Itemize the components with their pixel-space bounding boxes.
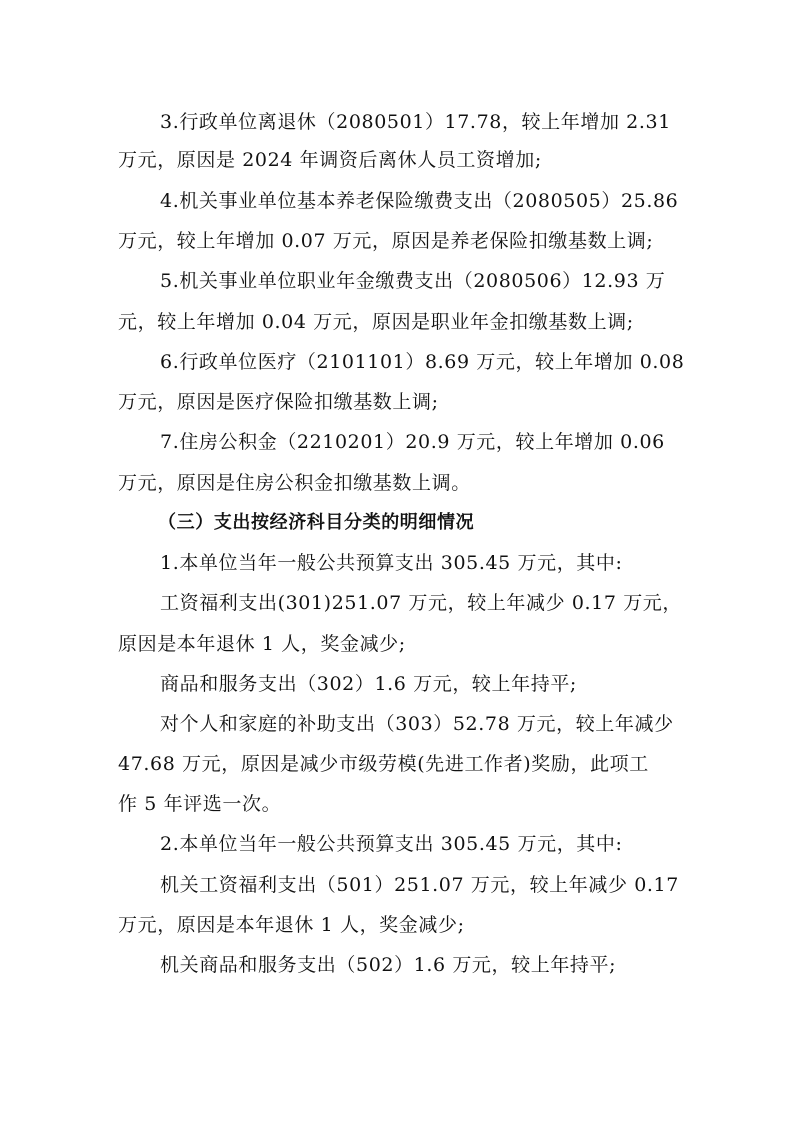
text-line: 工资福利支出(301)251.07 万元，较上年减少 0.17 万元， bbox=[160, 592, 682, 614]
text-line: 作 5 年评选一次。 bbox=[118, 793, 282, 815]
text-line: 2.本单位当年一般公共预算支出 305.45 万元，其中: bbox=[160, 833, 623, 855]
text-line: 机关工资福利支出（501）251.07 万元，较上年减少 0.17 bbox=[160, 874, 679, 896]
text-line: 1.本单位当年一般公共预算支出 305.45 万元，其中: bbox=[160, 552, 623, 574]
text-line: 对个人和家庭的补助支出（303）52.78 万元，较上年减少 bbox=[160, 713, 674, 735]
text-line: 47.68 万元，原因是减少市级劳模(先进工作者)奖励，此项工 bbox=[118, 753, 649, 775]
text-line: 商品和服务支出（302）1.6 万元，较上年持平; bbox=[160, 673, 577, 695]
text-line: 6.行政单位医疗（2101101）8.69 万元，较上年增加 0.08 bbox=[160, 351, 685, 373]
section-heading: （三）支出按经济科目分类的明细情况 bbox=[158, 512, 475, 533]
text-line: 3.行政单位离退休（2080501）17.78，较上年增加 2.31 bbox=[160, 111, 671, 133]
text-line: 万元，原因是本年退休 1 人，奖金减少; bbox=[118, 914, 465, 936]
text-line: 5.机关事业单位职业年金缴费支出（2080506）12.93 万 bbox=[160, 270, 666, 292]
text-line: 万元，原因是 2024 年调资后离休人员工资增加; bbox=[118, 149, 542, 171]
text-line: 4.机关事业单位基本养老保险缴费支出（2080505）25.86 bbox=[160, 190, 679, 212]
text-line: 万元，较上年增加 0.07 万元，原因是养老保险扣缴基数上调; bbox=[118, 230, 654, 252]
text-line: 原因是本年退休 1 人，奖金减少; bbox=[118, 633, 406, 655]
text-line: 万元，原因是住房公积金扣缴基数上调。 bbox=[118, 472, 471, 494]
text-line: 元，较上年增加 0.04 万元，原因是职业年金扣缴基数上调; bbox=[118, 311, 634, 333]
text-line: 机关商品和服务支出（502）1.6 万元，较上年持平; bbox=[160, 954, 617, 976]
text-line: 7.住房公积金（2210201）20.9 万元，较上年增加 0.06 bbox=[160, 431, 665, 453]
text-line: 万元，原因是医疗保险扣缴基数上调; bbox=[118, 391, 439, 413]
